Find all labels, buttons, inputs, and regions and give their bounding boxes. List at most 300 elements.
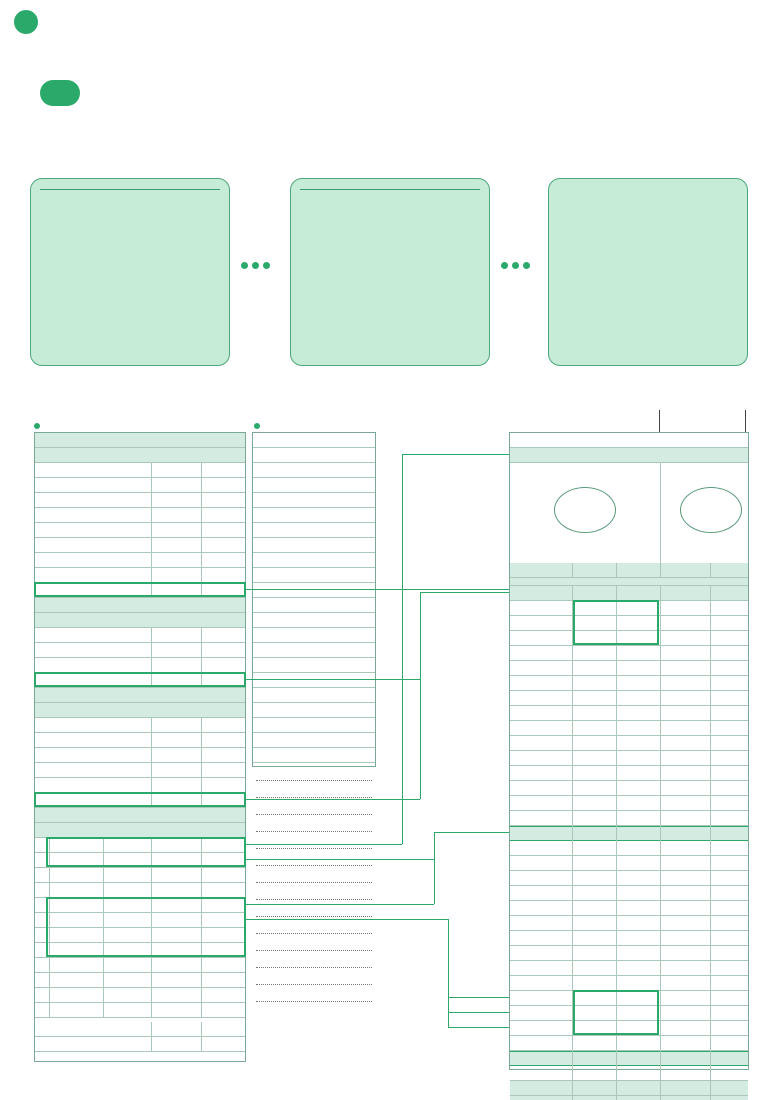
bank-amount (335, 613, 373, 627)
bank-row (253, 433, 375, 448)
item-right-entry (662, 1006, 710, 1020)
col-divider (572, 1096, 573, 1100)
col-divider (201, 763, 202, 778)
bullet-icon (34, 423, 40, 429)
table-row (35, 463, 245, 478)
ellipsis-icon (241, 262, 270, 269)
col-divider (616, 721, 617, 736)
ledger-row (510, 946, 748, 961)
dotted-line (256, 899, 372, 900)
item-amount (616, 856, 656, 870)
page-title (14, 10, 42, 34)
column-header (35, 823, 245, 838)
item-right-amount (710, 1021, 748, 1035)
item-right-entry (662, 706, 710, 720)
item-right-amount (710, 856, 748, 870)
table-row (35, 478, 245, 493)
bank-row (253, 733, 375, 748)
col-divider (201, 463, 202, 478)
item-right-entry (662, 856, 710, 870)
row-amount (153, 988, 197, 1002)
ledger-row (510, 1036, 748, 1051)
item-label (513, 676, 571, 690)
col-divider (660, 916, 661, 931)
item-right-amount (710, 601, 748, 615)
col-divider (572, 1081, 573, 1096)
col-divider (151, 973, 152, 988)
nonconsumption-right-amount (710, 586, 748, 600)
column-header (35, 703, 245, 718)
row-amount (153, 958, 197, 972)
col-divider (616, 1096, 617, 1100)
star-row (510, 1066, 748, 1081)
col-divider (572, 796, 573, 811)
col-divider (616, 646, 617, 661)
col-divider (151, 763, 152, 778)
item-amount (616, 691, 656, 705)
item-amount (616, 976, 656, 990)
item-right-entry (662, 751, 710, 765)
col-wife (201, 823, 247, 837)
row-amount (153, 508, 197, 522)
col-divider (201, 568, 202, 583)
consumption-left (616, 1081, 656, 1095)
sub-header-cell (616, 578, 656, 586)
ledger-row (510, 736, 748, 751)
row-label (39, 553, 149, 567)
col-divider (572, 841, 573, 856)
col-divider (201, 508, 202, 523)
dotted-line (256, 831, 372, 832)
table-row (35, 988, 245, 1003)
item-right-amount (710, 961, 748, 975)
col-divider (616, 886, 617, 901)
item-right-amount (710, 736, 748, 750)
highlight-a (34, 582, 246, 597)
connector (246, 799, 420, 800)
row-content (51, 1003, 103, 1017)
item-entry (576, 736, 616, 750)
sub-header-cell (660, 578, 710, 586)
item-right-entry (662, 811, 710, 825)
bank-item (256, 643, 336, 657)
row-label (39, 463, 149, 477)
col-divider (201, 643, 202, 658)
col-divider (710, 931, 711, 946)
item-right-entry (662, 976, 710, 990)
item-label (513, 601, 571, 615)
col-divider (151, 568, 152, 583)
item-label (520, 991, 572, 1005)
item-label (520, 976, 572, 990)
ledger-row (510, 433, 748, 448)
col-divider (151, 493, 152, 508)
item-label (520, 871, 572, 885)
table-row (35, 748, 245, 763)
item-right-amount (710, 901, 748, 915)
row-item (107, 973, 151, 987)
col-divider (572, 781, 573, 796)
col-divider (710, 1066, 711, 1081)
col-divider (710, 811, 711, 826)
bank-amount (335, 658, 373, 672)
item-right-amount (710, 991, 748, 1005)
consumption-label (513, 1081, 573, 1095)
expense-right (710, 1096, 748, 1100)
col-divider (710, 751, 711, 766)
item-amount (616, 706, 656, 720)
col-divider (660, 721, 661, 736)
col-divider (710, 991, 711, 1006)
col-divider (151, 1003, 152, 1018)
col-divider (572, 766, 573, 781)
ledger-row (510, 841, 748, 856)
col-divider (572, 961, 573, 976)
row-item (107, 988, 151, 1002)
row-amount (153, 463, 197, 477)
col-divider (572, 1036, 573, 1051)
bank-amount (335, 508, 373, 522)
col-content (49, 823, 103, 837)
row-label (39, 628, 149, 642)
highlight-savings (46, 837, 246, 867)
table-row (35, 568, 245, 583)
item-entry (576, 871, 616, 885)
dotted-line (256, 984, 372, 985)
item-right-amount (710, 766, 748, 780)
bank-row (253, 463, 375, 478)
bank-table (252, 432, 376, 767)
item-label (513, 721, 571, 735)
highlight-taxes (573, 600, 659, 645)
col-divider (572, 946, 573, 961)
connector-deposit (402, 454, 509, 455)
table-row (35, 553, 245, 568)
item-right-amount (710, 871, 748, 885)
final-amount (153, 1037, 197, 1051)
table-row (35, 718, 245, 733)
bank-item (256, 703, 336, 717)
row-amount (153, 538, 197, 552)
bank-amount (335, 598, 373, 612)
col-divider (710, 856, 711, 871)
col-wife (201, 703, 247, 717)
table-row (35, 658, 245, 673)
connector-nonconsumption (420, 592, 509, 593)
col-husband (153, 448, 199, 462)
bank-item (256, 658, 336, 672)
col-divider (616, 691, 617, 706)
item-label (513, 691, 571, 705)
col-divider (660, 706, 661, 721)
food-amount (616, 827, 656, 841)
bank-row (253, 508, 375, 523)
col-divider (572, 811, 573, 826)
col-divider (201, 973, 202, 988)
item-label (513, 751, 571, 765)
sub-header-cell (510, 578, 572, 586)
col-divider (616, 1066, 617, 1081)
bank-amount (335, 523, 373, 537)
step-heading (300, 185, 480, 190)
sub-header-cell (710, 578, 750, 586)
col-divider (710, 871, 711, 886)
ledger-row (510, 871, 748, 886)
row-item (107, 883, 151, 897)
col-divider (660, 563, 661, 578)
row-label (39, 523, 149, 537)
row-label (39, 508, 149, 522)
dotted-line (256, 865, 372, 866)
ledger-row (510, 916, 748, 931)
bank-item (256, 673, 336, 687)
income-label (513, 563, 613, 577)
bank-item (256, 568, 336, 582)
col-divider (710, 1081, 711, 1096)
dotted-line (256, 916, 372, 917)
row-label (39, 643, 149, 657)
nonconsumption-right (662, 586, 710, 600)
col-divider (616, 736, 617, 751)
col-divider (660, 856, 661, 871)
col-divider (572, 931, 573, 946)
connector (434, 859, 435, 904)
col-divider (572, 901, 573, 916)
row-label (39, 478, 149, 492)
col-divider (616, 586, 617, 601)
col-divider (660, 463, 661, 563)
bank-row (253, 538, 375, 553)
income-amount (616, 563, 656, 577)
highlight-b (34, 672, 246, 687)
col-divider (201, 748, 202, 763)
circle-payslip (554, 487, 616, 533)
col-divider (201, 718, 202, 733)
ledger-row (510, 856, 748, 871)
col-item (105, 823, 151, 837)
item-amount (616, 961, 656, 975)
bank-item (256, 433, 336, 447)
section-header (35, 688, 245, 703)
row-amount (153, 973, 197, 987)
col-divider (710, 661, 711, 676)
col-divider (103, 988, 104, 1003)
col-divider (660, 871, 661, 886)
row-label (39, 493, 149, 507)
item-right-amount (710, 931, 748, 945)
col-divider (572, 646, 573, 661)
item-right-amount (710, 706, 748, 720)
ledger-row (510, 766, 748, 781)
ledger-row (510, 646, 748, 661)
col-divider (710, 586, 711, 601)
row-item (107, 1003, 151, 1017)
col-divider (572, 721, 573, 736)
ledger-row (510, 931, 748, 946)
bank-item (256, 538, 336, 552)
col-divider (616, 781, 617, 796)
row-item (107, 868, 151, 882)
ledger-row (510, 676, 748, 691)
item-label (513, 766, 571, 780)
section-header (35, 433, 245, 448)
item-label (513, 661, 571, 675)
col-divider (103, 958, 104, 973)
col-divider (660, 781, 661, 796)
col-divider (616, 1051, 617, 1066)
col-divider (151, 1037, 152, 1052)
col-divider (616, 1036, 617, 1051)
item-entry (576, 976, 616, 990)
dotted-line (256, 882, 372, 883)
bank-row (253, 628, 375, 643)
item-right-entry (662, 676, 710, 690)
col-divider (572, 886, 573, 901)
col-divider (710, 916, 711, 931)
col-divider (710, 1051, 711, 1066)
bank-amount (335, 583, 373, 597)
highlight-withheld (46, 897, 246, 957)
col-divider (710, 676, 711, 691)
item-right-entry (662, 916, 710, 930)
table-row (35, 643, 245, 658)
col-divider (660, 946, 661, 961)
item-label (520, 841, 572, 855)
bank-item (256, 493, 336, 507)
item-amount (616, 781, 656, 795)
table-row (35, 958, 245, 973)
item-entry (576, 901, 616, 915)
bank-row (253, 643, 375, 658)
bank-item (256, 448, 336, 462)
col-divider (616, 946, 617, 961)
bank-amount (335, 448, 373, 462)
col-divider (616, 871, 617, 886)
item-amount (616, 946, 656, 960)
item-right-amount (710, 631, 748, 645)
col-divider (103, 868, 104, 883)
item-label (513, 736, 571, 750)
col-divider (710, 646, 711, 661)
col-divider (660, 886, 661, 901)
item-right-entry (662, 1036, 710, 1050)
total-row (35, 1022, 245, 1037)
item-label (520, 1021, 572, 1035)
item-right-amount (710, 916, 748, 930)
col-divider (710, 563, 711, 578)
bank-amount (335, 553, 373, 567)
item-right-amount (710, 946, 748, 960)
col-divider (201, 538, 202, 553)
col-wife (201, 613, 247, 627)
col-divider (710, 901, 711, 916)
bullet-icon (254, 423, 260, 429)
item-entry (576, 841, 616, 855)
row-amount (153, 748, 197, 762)
col-divider (660, 931, 661, 946)
connector (448, 1027, 509, 1028)
col-divider (151, 538, 152, 553)
connector-education (448, 997, 509, 998)
col-divider (710, 736, 711, 751)
bank-row (253, 553, 375, 568)
col-item (39, 703, 149, 717)
row-amount (153, 628, 197, 642)
row-label (39, 748, 149, 762)
item-label (513, 616, 571, 630)
ledger-table (509, 432, 749, 1070)
item-amount (616, 751, 656, 765)
item-right-amount (710, 691, 748, 705)
col-divider (660, 826, 661, 841)
item-label (520, 946, 572, 960)
col-divider (660, 991, 661, 1006)
item-label (520, 886, 572, 900)
bullet-icon (14, 10, 38, 34)
connector (246, 844, 402, 845)
col-item (39, 613, 149, 627)
col-divider (710, 1006, 711, 1021)
col-husband (153, 703, 199, 717)
row-amount (153, 643, 197, 657)
col-divider (710, 616, 711, 631)
other-total-row (510, 1051, 748, 1066)
item-label (520, 901, 572, 915)
table-row (35, 493, 245, 508)
item-right-amount (710, 841, 748, 855)
table-row (35, 508, 245, 523)
item-entry (576, 856, 616, 870)
item-right-entry (662, 661, 710, 675)
row-amount (153, 658, 197, 672)
ledger-row (510, 661, 748, 676)
table-row (35, 538, 245, 553)
bank-row (253, 658, 375, 673)
bank-item (256, 523, 336, 537)
item-right-amount (710, 781, 748, 795)
item-entry (576, 916, 616, 930)
col-divider (201, 988, 202, 1003)
item-right-entry (662, 796, 710, 810)
item-entry (576, 1036, 616, 1050)
bank-amount (335, 628, 373, 642)
bank-amount (335, 643, 373, 657)
col-divider (660, 736, 661, 751)
final-row (35, 1037, 245, 1052)
item-amount (616, 796, 656, 810)
col-divider (201, 883, 202, 898)
item-right-entry (662, 841, 710, 855)
row-content (51, 973, 103, 987)
step-box-2 (290, 178, 490, 366)
item-amount (616, 931, 656, 945)
ledger-row (510, 706, 748, 721)
item-label (513, 811, 571, 825)
item-amount (616, 676, 656, 690)
col-divider (710, 961, 711, 976)
item-right-amount (710, 676, 748, 690)
row-amount (153, 763, 197, 777)
col-divider (660, 676, 661, 691)
col-husband (153, 613, 199, 627)
item-entry (576, 796, 616, 810)
section-header-text (35, 598, 247, 612)
col-divider (151, 988, 152, 1003)
row-amount (153, 733, 197, 747)
item-amount (616, 841, 656, 855)
table-row (35, 763, 245, 778)
connector (246, 919, 448, 920)
